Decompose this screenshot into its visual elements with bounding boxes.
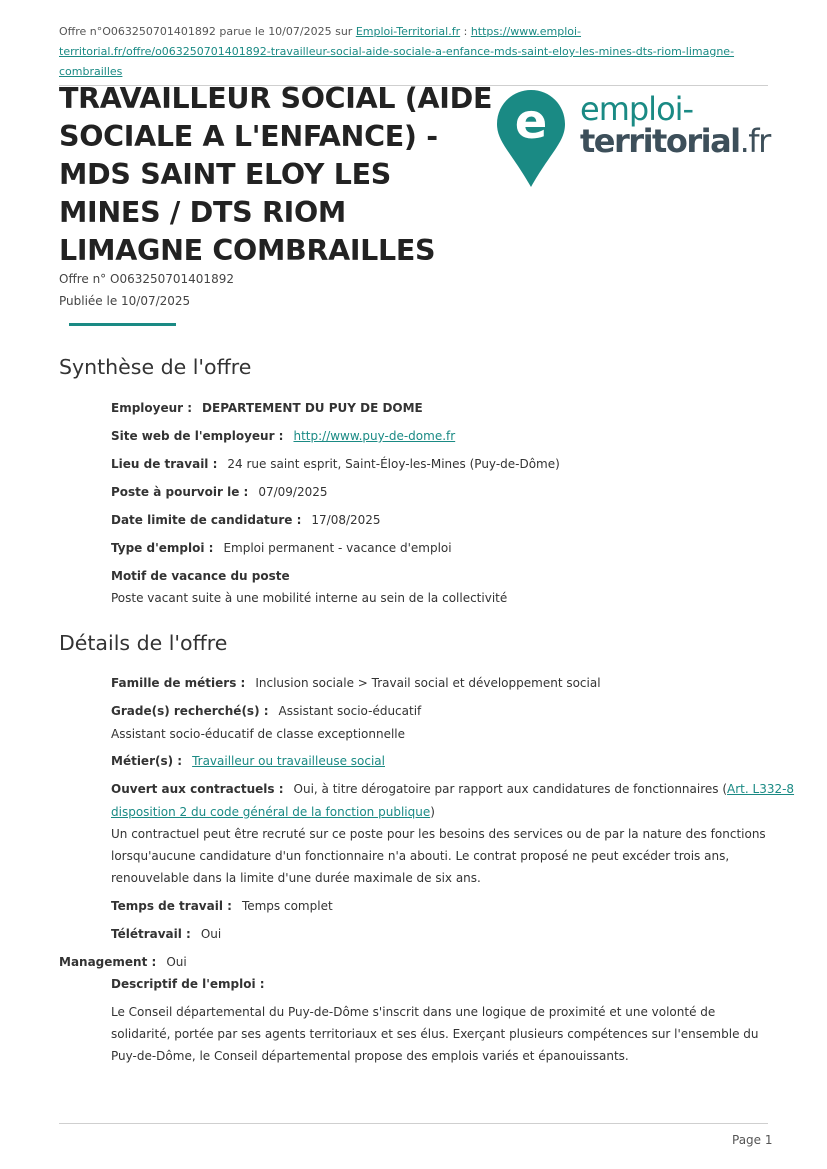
start-row: Poste à pourvoir le : 07/09/2025 [111, 485, 328, 499]
website-row: Site web de l'employeur : http://www.puy-de-dome.fr [111, 429, 456, 443]
accent-bar [69, 323, 176, 326]
family-row: Famille de métiers : Inclusion sociale > Travail social et développement social [111, 676, 601, 690]
page-number: Page 1 [732, 1133, 773, 1147]
telework-row: Télétravail : Oui [111, 927, 222, 941]
code-link[interactable]: disposition 2 du code général de la fonction publique [111, 805, 431, 819]
offer-number: Offre n° O063250701401892 [59, 272, 234, 286]
logo-letter: e [514, 94, 548, 150]
grade2-text: Assistant socio-éducatif de classe exceptionnelle [111, 727, 406, 741]
management-row: Management : Oui [59, 955, 187, 969]
location-pin-icon [497, 90, 587, 190]
contract-paragraph: Un contractuel peut être recruté sur ce poste pour les besoins des services ou de par la nature des fonctions lorsqu'aucune candidature d'un fonctionnaire n'a abouti. Le contrat proposé ne peut excéder trois ans, renouvelable dans la limite d'une durée maximale de six ans. [111, 827, 766, 885]
synthese-heading: Synthèse de l'offre [59, 355, 252, 379]
grade-row: Grade(s) recherché(s) : Assistant socio-éducatif [111, 704, 422, 718]
header-sep: : [463, 25, 468, 38]
logo-line2: territorial.fr [580, 122, 770, 160]
motif-label: Motif de vacance du poste [111, 569, 290, 583]
offer-url-link[interactable]: https://www.emploi-territorial.fr/offre/o063250701401892-travailleur-social-aide-sociale-a-enfance-mds-saint-eloy-les-mines-dts-riom-limagne-combrailles [59, 25, 735, 78]
page-title: TRAVAILLEUR SOCIAL (AIDE SOCIALE A L'ENFANCE) - MDS SAINT ELOY LES MINES / DTS RIOM LIMAGNE COMBRAILLES [59, 82, 493, 267]
time-row: Temps de travail : Temps complet [111, 899, 333, 913]
employer-row: Employeur : DEPARTEMENT DU PUY DE DOME [111, 401, 423, 415]
bottom-divider [59, 1123, 768, 1124]
description-paragraph: Le Conseil départemental du Puy-de-Dôme s'inscrit dans une logique de proximité et une volonté de solidarité, portée par ses agents territoriaux et ses élus. Exerçant plusieurs compétences sur l'ensemble du Puy-de-Dôme, le Conseil départemental propose des emplois variés et épanouissants. [111, 1005, 759, 1063]
header-line [59, 22, 768, 82]
description-label: Descriptif de l'emploi : [111, 977, 265, 991]
metier-link[interactable]: Travailleur ou travailleuse social [192, 754, 385, 768]
header-prefix: Offre n°O063250701401892 parue le 10/07/2025 sur [59, 25, 353, 38]
contract-row-2: disposition 2 du code général de la fonction publique) [111, 805, 435, 819]
metier-row: Métier(s) : Travailleur ou travailleuse social [111, 754, 385, 768]
employer-website-link[interactable]: http://www.puy-de-dome.fr [293, 429, 456, 443]
type-row: Type d'emploi : Emploi permanent - vacance d'emploi [111, 541, 452, 555]
published-date: Publiée le 10/07/2025 [59, 294, 191, 308]
location-row: Lieu de travail : 24 rue saint esprit, Saint-Éloy-les-Mines (Puy-de-Dôme) [111, 457, 560, 471]
motif-text: Poste vacant suite à une mobilité interne au sein de la collectivité [111, 591, 508, 605]
article-link[interactable]: Art. L332-8 [727, 782, 795, 796]
logo-line1: emploi- [580, 90, 694, 128]
deadline-row: Date limite de candidature : 17/08/2025 [111, 513, 381, 527]
site-link[interactable]: Emploi-Territorial.fr [355, 25, 461, 38]
details-heading: Détails de l'offre [59, 631, 228, 655]
contract-row: Ouvert aux contractuels : Oui, à titre dérogatoire par rapport aux candidatures de fonctionnaires (Art. L332-8 [111, 782, 795, 796]
